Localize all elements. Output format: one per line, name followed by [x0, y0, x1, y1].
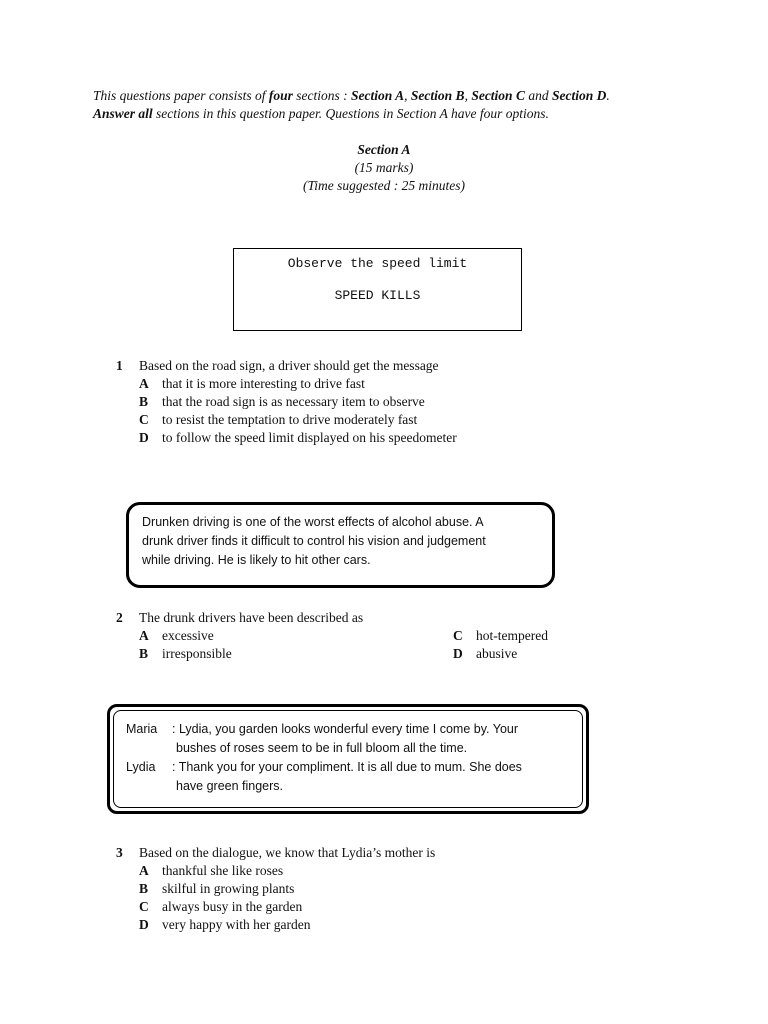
sign-line-1: Observe the speed limit [287, 256, 468, 271]
option-d[interactable]: D to follow the speed limit displayed on his speedometer [139, 430, 457, 445]
question-text: Based on the dialogue, we know that Lydia’s mother is [139, 845, 436, 860]
option-a[interactable]: A that it is more interesting to drive fast [139, 376, 365, 391]
section-heading [0, 141, 768, 195]
option-b[interactable]: B skilful in growing plants [139, 881, 295, 896]
question-number: 2 [116, 610, 123, 625]
dialogue-box [107, 704, 589, 814]
section-marks: (15 marks) [354, 160, 414, 175]
option-d[interactable]: D abusive [453, 646, 518, 661]
dialogue-line-lydia-1: : Thank you for your compliment. It is all due to mum. She does [172, 760, 522, 774]
section-title: Section A [357, 142, 411, 157]
speaker-maria: Maria [126, 722, 158, 736]
option-c[interactable]: C to resist the temptation to drive moderately fast [139, 412, 418, 427]
dialogue-line-lydia-2: have green fingers. [176, 779, 284, 793]
question-number: 1 [116, 358, 123, 373]
option-c[interactable]: C always busy in the garden [139, 899, 303, 914]
road-sign-box [233, 248, 522, 331]
dialogue-line-maria-1: : Lydia, you garden looks wonderful every time I come by. Your [172, 722, 519, 736]
option-b[interactable]: B irresponsible [139, 646, 232, 661]
dialogue-box-inner [113, 710, 583, 808]
section-time: (Time suggested : 25 minutes) [303, 178, 465, 193]
instructions-line-1: This questions paper consists of four sections : Section A, Section B, Section C and Section D. [93, 88, 610, 103]
question-text: The drunk drivers have been described as [139, 610, 364, 625]
option-b[interactable]: B that the road sign is as necessary item to observe [139, 394, 425, 409]
question-number: 3 [116, 845, 123, 860]
question-text: Based on the road sign, a driver should get the message [139, 358, 439, 373]
passage-text: Drunken driving is one of the worst effects of alcohol abuse. A drunk driver finds it difficult to control his vision and judgement while driving. He is likely to hit other cars. [142, 515, 486, 567]
instructions [93, 87, 733, 123]
dialogue-line-maria-2: bushes of roses seem to be in full bloom all the time. [176, 741, 468, 755]
option-c[interactable]: C hot-tempered [453, 628, 548, 643]
passage-drunk-driving [126, 502, 555, 588]
instructions-line-2: Answer all sections in this question paper. Questions in Section A have four options. [93, 106, 549, 121]
option-a[interactable]: A thankful she like roses [139, 863, 284, 878]
option-a[interactable]: A excessive [139, 628, 214, 643]
option-d[interactable]: D very happy with her garden [139, 917, 311, 932]
speaker-lydia: Lydia [126, 760, 156, 774]
sign-line-2: SPEED KILLS [334, 288, 421, 303]
